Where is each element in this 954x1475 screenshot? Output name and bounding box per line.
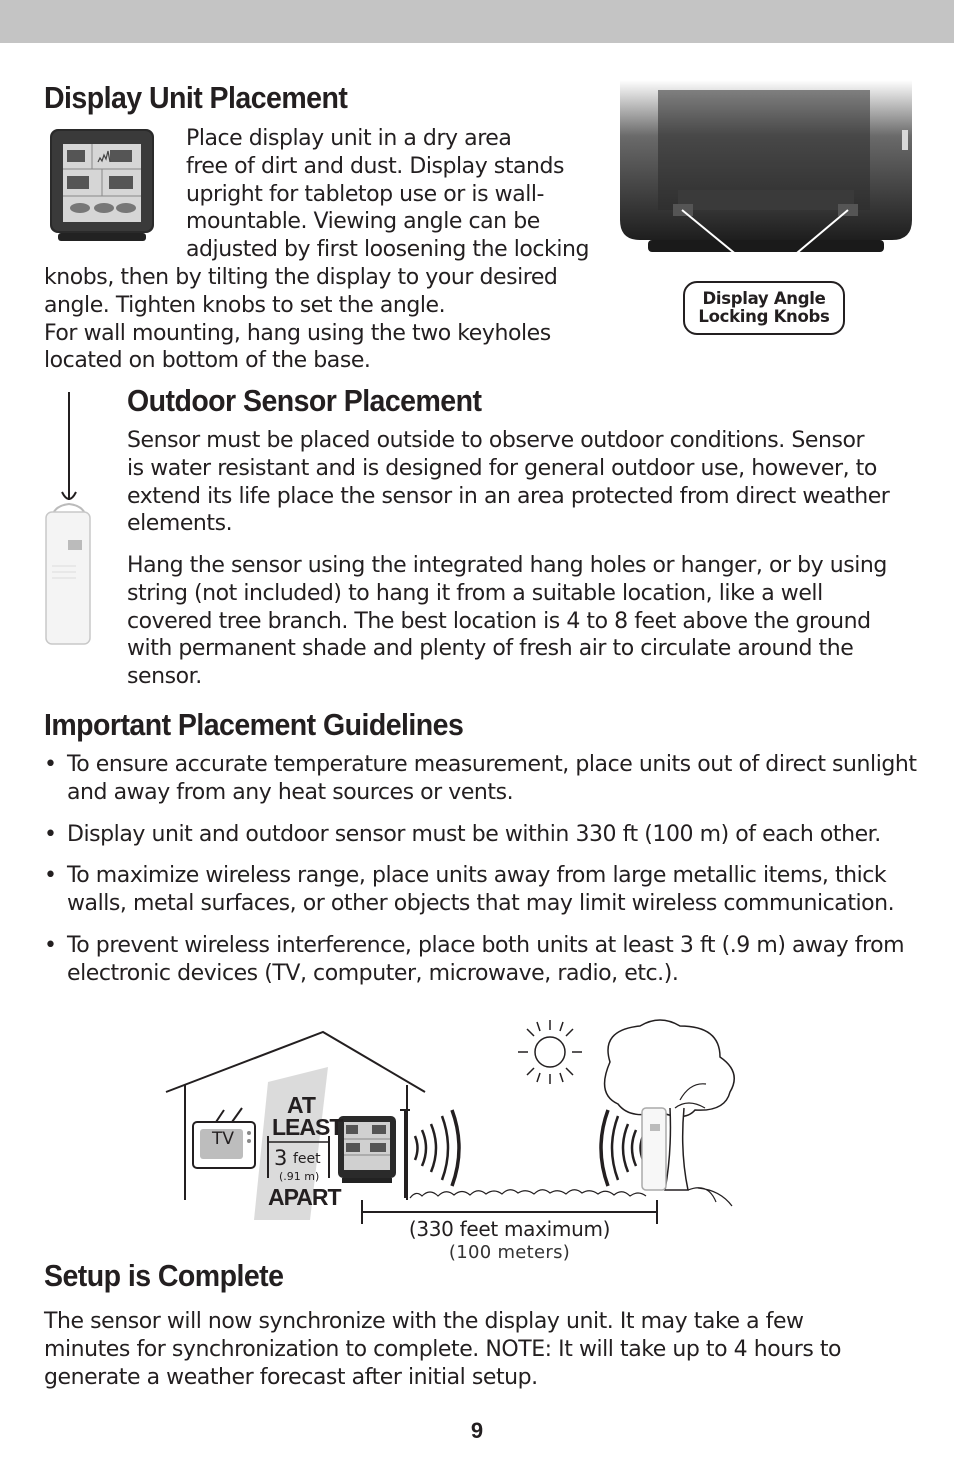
guidelines-list — [44, 751, 924, 1002]
text-line: upright for tabletop use or is wall- — [186, 181, 545, 207]
placement-diagram — [160, 1012, 760, 1227]
signal-waves-display — [415, 1110, 459, 1186]
range-feet-label: (330 feet maximum) — [408, 1217, 611, 1241]
header-bar — [0, 0, 954, 43]
bullet: • — [44, 821, 57, 847]
text-line: minutes for synchronization to complete. NOTE: It will take up to 4 hours to — [44, 1336, 842, 1362]
page-number: 9 — [470, 1418, 484, 1443]
sensor-icon — [642, 1108, 666, 1190]
text-line: Hang the sensor using the integrated hang holes or hanger, or by using — [127, 553, 887, 578]
list-item — [44, 932, 924, 988]
guideline-text: To ensure accurate temperature measurement, place units out of direct sunlight and away from any heat sources or vents. — [67, 752, 917, 805]
callout-line: Display Angle — [702, 289, 826, 308]
outdoor-sensor-heading: Outdoor Sensor Placement — [127, 383, 482, 418]
text-line: located on bottom of the base. — [44, 348, 371, 374]
list-item — [44, 821, 924, 849]
text-line: sensor. — [127, 664, 202, 690]
text-line: string (not included) to hang it from a suitable location, like a well — [127, 580, 823, 606]
least-label: LEAST — [272, 1114, 343, 1140]
tree-icon — [605, 1020, 735, 1206]
bullet: • — [44, 863, 57, 889]
text-line: mountable. Viewing angle can be — [186, 209, 540, 235]
sun-icon — [518, 1020, 582, 1084]
list-item — [44, 862, 924, 918]
text-line: extend its life place the sensor in an area protected from direct weather — [127, 483, 890, 509]
text-line: knobs, then by tilting the display to your desired — [44, 265, 558, 290]
text-line: covered tree branch. The best location is 4 to 8 feet above the ground — [127, 608, 871, 634]
text-line: free of dirt and dust. Display stands — [186, 153, 565, 179]
text-line: For wall mounting, hang using the two keyholes — [44, 320, 551, 346]
guideline-text: To prevent wireless interference, place both units at least 3 ft (.9 m) away from electronic devices (TV, computer, microwave, radio, etc.). — [67, 932, 905, 986]
guidelines-heading: Important Placement Guidelines — [44, 707, 464, 742]
display-unit-heading: Display Unit Placement — [44, 80, 348, 115]
guideline-text: Display unit and outdoor sensor must be within 330 ft (100 m) of each other. — [67, 821, 881, 847]
outdoor-sensor-paragraph-2 — [127, 552, 887, 691]
text-line: with permanent shade and plenty of fresh air to circulate around the — [127, 636, 854, 662]
guideline-text: To maximize wireless range, place units away from large metallic items, thick walls, metal surfaces, or other objects that may limit wireless communication. — [67, 863, 895, 917]
distance-unit: feet — [293, 1151, 321, 1167]
bullet: • — [44, 752, 57, 777]
display-unit-icon — [338, 1116, 396, 1183]
outdoor-sensor-paragraph-1 — [127, 427, 889, 538]
at-label: AT — [287, 1092, 316, 1118]
tv-label: TV — [211, 1129, 234, 1149]
text-line: Sensor must be placed outside to observe outdoor conditions. Sensor — [127, 428, 865, 453]
text-line: angle. Tighten knobs to set the angle. — [44, 292, 446, 318]
display-back-image — [618, 80, 914, 280]
text-line: Place display unit in a dry area — [186, 126, 512, 151]
text-line: The sensor will now synchronize with the display unit. It may take a few — [44, 1309, 804, 1334]
range-meters-label: (100 meters) — [448, 1242, 571, 1263]
locking-knobs-callout — [683, 281, 845, 335]
text-line: is water resistant and is designed for general outdoor use, however, to — [127, 455, 877, 481]
setup-heading: Setup is Complete — [44, 1258, 284, 1293]
display-unit-text-wrapped — [186, 125, 589, 264]
bullet: • — [44, 932, 57, 958]
setup-paragraph — [44, 1308, 841, 1391]
text-line: adjusted by first loosening the locking — [186, 237, 590, 263]
outdoor-sensor-image — [40, 390, 100, 650]
text-line: generate a weather forecast after initial setup. — [44, 1364, 538, 1390]
distance-value: 3 — [274, 1146, 288, 1170]
signal-waves-sensor — [601, 1110, 643, 1186]
distance-metric: (.91 m) — [279, 1170, 320, 1183]
list-item — [44, 751, 924, 807]
apart-label: APART — [268, 1184, 341, 1210]
grass-line — [410, 1190, 646, 1198]
display-unit-image — [46, 126, 158, 246]
callout-line: Locking Knobs — [698, 307, 830, 326]
text-line: elements. — [127, 511, 233, 537]
display-unit-text-full — [44, 264, 557, 375]
